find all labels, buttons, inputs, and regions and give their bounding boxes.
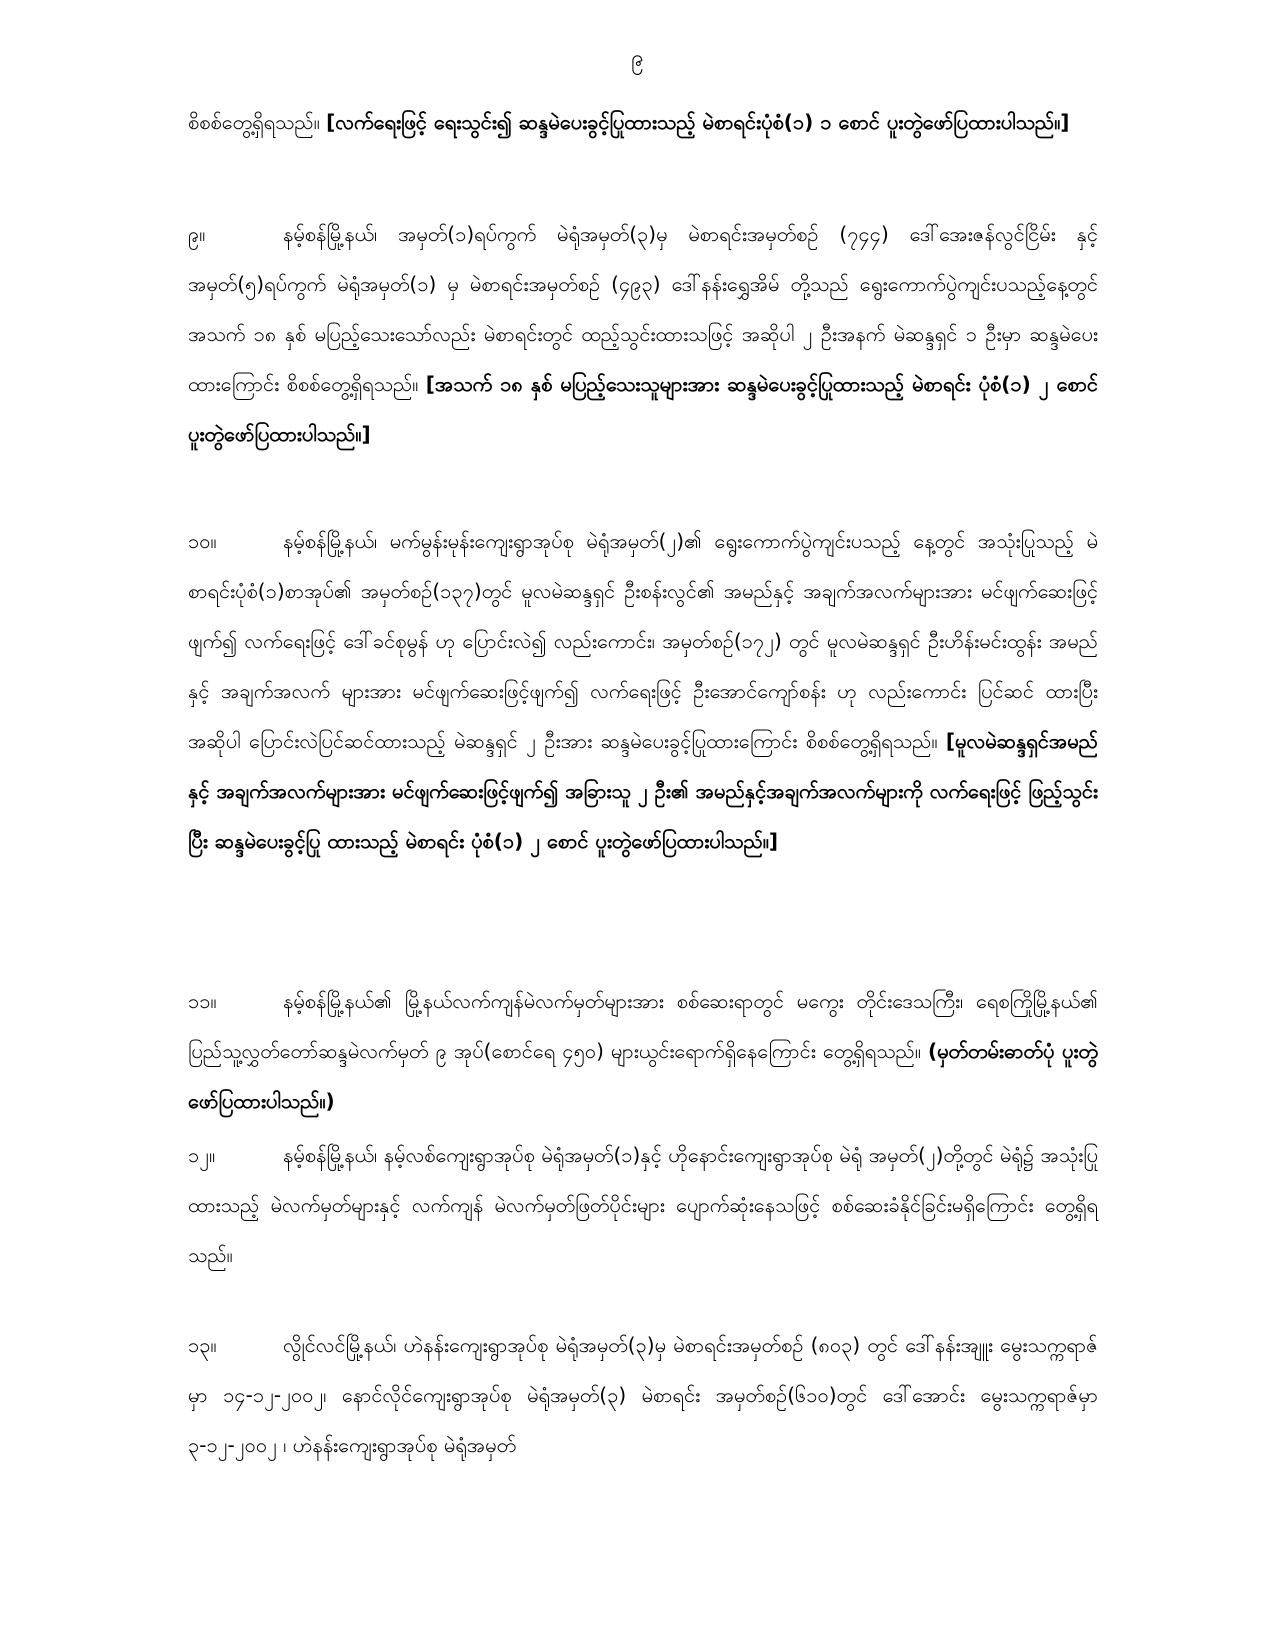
paragraph-bold-note: [မူလမဲဆန္ဒရှင်အမည်နှင့် အချက်အလက်များအား မင်ဖျက်ဆေးဖြင့်ဖျက်၍ အခြားသူ ၂ ဦး၏ အမည်နှင့်အချက်အလက်များကို လက်ရေးဖြင့် ဖြည့်သွင်းပြီး ဆန္ဒမဲပေးခွင့်ပြု ထားသည့် မဲစာရင်း ပုံစံ(၁) ၂ စောင် ပူးတွဲဖော်ပြထားပါသည်။] [188, 729, 1098, 853]
paragraph-text: နမ့်စန်မြို့နယ်၊ နမ့်လစ်ကျေးရွာအုပ်စု မဲရုံအမှတ်(၁)နှင့် ဟိုနောင်းကျေးရွာအုပ်စု မဲရုံ အမှတ်(၂)တို့တွင် မဲရုံ၌ အသုံးပြုထားသည့် မဲလက်မှတ်များနှင့် လက်ကျန် မဲလက်မှတ်ဖြတ်ပိုင်းများ ပျောက်ဆုံးနေသဖြင့် စစ်ဆေးခံနိုင်ခြင်းမရှိကြောင်း တွေ့ရှိရသည်။ [188, 1143, 1098, 1267]
paragraph-number: ၉။ [188, 222, 206, 246]
paragraph-bold-note: (မှတ်တမ်းဓာတ်ပုံ ပူးတွဲဖော်ပြထားပါသည်။) [188, 1039, 1098, 1113]
paragraph-9 [188, 209, 1098, 459]
paragraph-text: နမ့်စန်မြို့နယ်၊ အမှတ်(၁)ရပ်ကွက် မဲရုံအမှတ်(၃)မှ မဲစာရင်းအမှတ်စဉ် (၇၄၄) ဒေါ်အေးဇန်လွင်ငြိမ်း နှင့် အမှတ်(၅)ရပ်ကွက် မဲရုံအမှတ်(၁) မှ မဲစာရင်းအမှတ်စဉ် (၄၉၃) ဒေါ်နန်းရွှေအိမ် တို့သည် ရွေးကောက်ပွဲကျင်းပသည့်နေ့တွင် အသက် ၁၈ နှစ် မပြည့်သေးသော်လည်း မဲစာရင်းတွင် ထည့်သွင်းထားသဖြင့် အဆိုပါ ၂ ဦးအနက် မဲဆန္ဒရှင် ၁ ဦးမှာ ဆန္ဒမဲပေးထားကြောင်း စိစစ်တွေ့ရှိရသည်။ [188, 222, 1098, 396]
paragraph-10 [188, 516, 1098, 866]
paragraph-13 [188, 1320, 1098, 1470]
paragraph-number: ၁၁။ [188, 989, 217, 1013]
paragraph-text: စိစစ်တွေ့ရှိရသည်။ [188, 110, 327, 134]
paragraph-continuation [188, 97, 1098, 147]
paragraph-text: နမ့်စန်မြို့နယ်၏ မြို့နယ်လက်ကျန်မဲလက်မှတ်များအား စစ်ဆေးရာတွင် မကွေး တိုင်းဒေသကြီး၊ ရေစကြိုမြို့နယ်၏ ပြည်သူ့လွှတ်တော်ဆန္ဒမဲလက်မှတ် ၉ အုပ်(စောင်ရေ ၄၅၀) များယွင်းရောက်ရှိနေကြောင်း တွေ့ရှိရသည်။ [188, 989, 1098, 1063]
page-number: ၉ [631, 46, 644, 71]
paragraph-text: နမ့်စန်မြို့နယ်၊ မက်မွန်းမုန်းကျေးရွာအုပ်စု မဲရုံအမှတ်(၂)၏ ရွေးကောက်ပွဲကျင်းပသည့် နေ့တွင် အသုံးပြုသည့် မဲစာရင်းပုံစံ(၁)စာအုပ်၏ အမှတ်စဉ်(၁၃၇)တွင် မူလမဲဆန္ဒရှင် ဦးစန်းလွင်၏ အမည်နှင့် အချက်အလက်များအား မင်ဖျက်ဆေးဖြင့်ဖျက်၍ လက်ရေးဖြင့် ဒေါ်ခင်စုမွန် ဟု ပြောင်းလဲ၍ လည်းကောင်း၊ အမှတ်စဉ်(၁၇၂) တွင် မူလမဲဆန္ဒရှင် ဦးဟိန်းမင်းထွန်း အမည်နှင့် အချက်အလက် များအား မင်ဖျက်ဆေးဖြင့်ဖျက်၍ လက်ရေးဖြင့် ဦးအောင်ကျော်စန်း ဟု လည်းကောင်း ပြင်ဆင် ထားပြီး အဆိုပါ ပြောင်းလဲပြင်ဆင်ထားသည့် မဲဆန္ဒရှင် ၂ ဦးအား ဆန္ဒမဲပေးခွင့်ပြုထားကြောင်း စိစစ်တွေ့ရှိရသည်။ [188, 529, 1098, 753]
paragraph-bold-note: [အသက် ၁၈ နှစ် မပြည့်သေးသူများအား ဆန္ဒမဲပေးခွင့်ပြုထားသည့် မဲစာရင်း ပုံစံ(၁) ၂ စောင် ပူးတွဲဖော်ပြထားပါသည်။] [188, 372, 1099, 446]
paragraph-number: ၁၀။ [188, 529, 217, 553]
paragraph-12 [188, 1130, 1098, 1280]
paragraph-text: လွိုင်လင်မြို့နယ်၊ ဟဲနန်းကျေးရွာအုပ်စု မဲရုံအမှတ်(၃)မှ မဲစာရင်းအမှတ်စဉ် (၈၀၃) တွင် ဒေါ်နန်းအျူး မွေးသက္ကရာဇ်မှာ ၁၄-၁၂-၂၀၀၂၊ နောင်လိုင်ကျေးရွာအုပ်စု မဲရုံအမှတ်(၃) မဲစာရင်း အမှတ်စဉ်(၆၁၀)တွင် ဒေါ်အောင်း မွေးသက္ကရာဇ်မှာ ၃-၁၂-၂၀၀၂ ၊ ဟဲနန်းကျေးရွာအုပ်စု မဲရုံအမှတ် [188, 1333, 1098, 1457]
paragraph-bold-note: [လက်ရေးဖြင့် ရေးသွင်း၍ ဆန္ဒမဲပေးခွင့်ပြုထားသည့် မဲစာရင်းပုံစံ(၁) ၁ စောင် ပူးတွဲဖော်ပြထားပါသည်။] [326, 110, 1070, 134]
paragraph-11 [188, 976, 1098, 1126]
paragraph-number: ၁၂။ [188, 1143, 216, 1167]
paragraph-number: ၁၃။ [188, 1333, 217, 1357]
